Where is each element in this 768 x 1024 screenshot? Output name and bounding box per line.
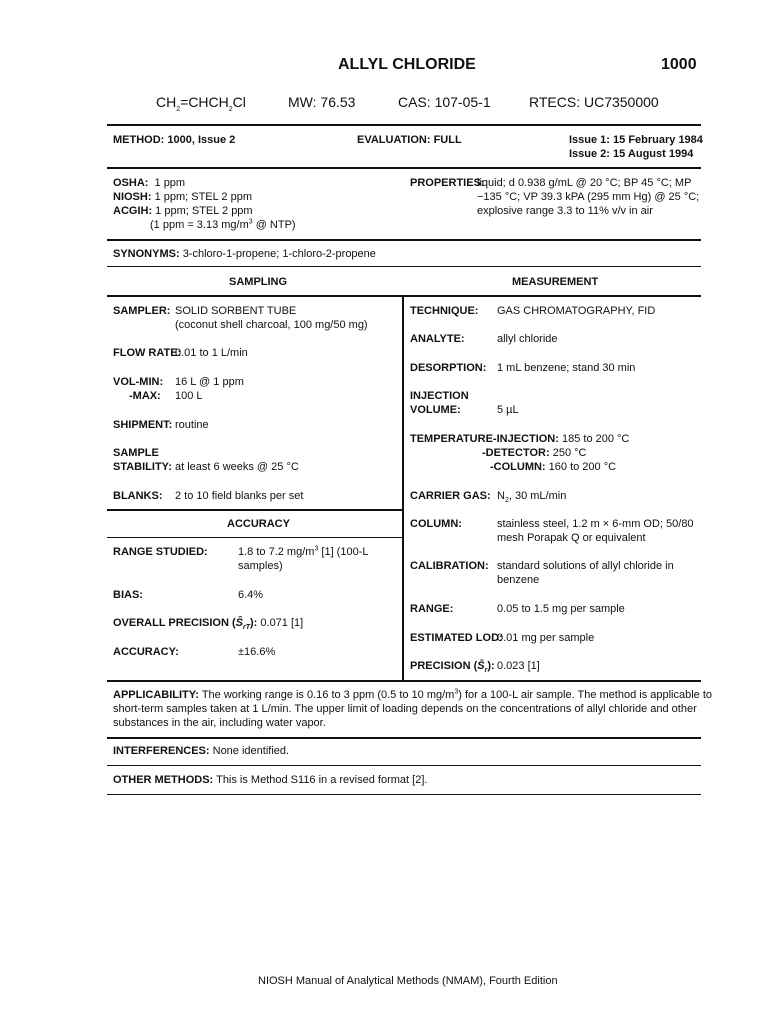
- other-methods: OTHER METHODS: This is Method S116 in a revised format [2].: [113, 774, 428, 786]
- vol-max-value: 100 L: [175, 390, 203, 402]
- page-title: ALLYL CHLORIDE: [338, 56, 476, 73]
- temperature-detector: -DETECTOR: 250 °C: [482, 447, 587, 459]
- desorption-label: DESORPTION:: [410, 362, 487, 374]
- molecular-weight: MW: 76.53: [288, 94, 356, 110]
- injection-volume-label: INJECTION: [410, 390, 469, 402]
- synonyms: SYNONYMS: 3-chloro-1-propene; 1-chloro-2-propene: [113, 248, 376, 260]
- range-studied-value: samples): [238, 560, 283, 572]
- estimated-lod-label: ESTIMATED LOD:: [410, 632, 503, 644]
- applicability-line: APPLICABILITY: The working range is 0.16 to 3 ppm (0.5 to 10 $mg/m^3$) for a 100-L air sample. The method is applicable to: [113, 688, 713, 701]
- divider: [107, 295, 701, 297]
- properties-line: −135 °C; VP 39.3 kPA (295 mm Hg) @ 25 °C;: [477, 191, 700, 203]
- range-studied-label: RANGE STUDIED:: [113, 546, 208, 558]
- bias-value: 6.4%: [238, 589, 264, 601]
- accuracy-heading: ACCURACY: [227, 518, 290, 530]
- issue-1-date: Issue 1: 15 February 1984: [569, 134, 703, 146]
- carrier-gas-value: $N_2$, 30 mL/min: [497, 490, 567, 505]
- precision-label: PRECISION $(S̄_r)$:: [410, 660, 495, 675]
- evaluation: EVALUATION: FULL: [357, 134, 462, 146]
- footer-text: NIOSH Manual of Analytical Methods (NMAM), Fourth Edition: [258, 975, 558, 987]
- applicability-line: short-term samples taken at 1 L/min. The upper limit of loading depends on the concentrations of allyl chloride and other: [113, 703, 697, 715]
- sample-stability-label: SAMPLE: [113, 447, 159, 459]
- properties-line: explosive range 3.3 to 11% v/v in air: [477, 205, 653, 217]
- divider: [107, 266, 701, 267]
- properties-line: liquid; d 0.938 g/mL @ 20 °C; BP 45 °C; MP: [477, 177, 692, 189]
- osha-limit: OSHA: 1 ppm: [113, 177, 186, 189]
- estimated-lod-value: 0.01 mg per sample: [497, 632, 595, 644]
- bias-label: BIAS:: [113, 589, 143, 601]
- overall-precision: OVERALL PRECISION $(Ŝ_{rT})$: 0.071 [1]: [113, 617, 304, 632]
- cas-number: CAS: 107-05-1: [398, 94, 491, 110]
- calibration-label: CALIBRATION:: [410, 560, 489, 572]
- analyte-label: ANALYTE:: [410, 333, 465, 345]
- chemical-formula: $CH_2=CHCH_2Cl$: [156, 94, 246, 113]
- precision-value: 0.023 [1]: [497, 660, 540, 672]
- interferences: INTERFERENCES: None identified.: [113, 745, 290, 757]
- flow-rate-value: 0.01 to 1 L/min: [175, 347, 248, 359]
- calibration-value: standard solutions of allyl chloride in: [497, 560, 674, 572]
- measurement-heading: MEASUREMENT: [512, 276, 599, 288]
- column-value: stainless steel, 1.2 m × 6-mm OD; 50/80: [497, 518, 694, 530]
- column-divider: [402, 296, 404, 680]
- divider: [107, 124, 701, 126]
- accuracy-value: ±16.6%: [238, 646, 276, 658]
- technique-label: TECHNIQUE:: [410, 305, 479, 317]
- vol-min-label: VOL-MIN:: [113, 376, 164, 388]
- divider: [107, 509, 403, 511]
- conversion-factor: (1 ppm = 3.13 $mg/m^3$ @ NTP): [150, 218, 296, 231]
- niosh-limit: NIOSH: 1 ppm; STEL 2 ppm: [113, 191, 252, 203]
- vol-max-label: -MAX:: [129, 390, 161, 402]
- analyte-value: allyl chloride: [497, 333, 558, 345]
- acgih-limit: ACGIH: 1 ppm; STEL 2 ppm: [113, 205, 253, 217]
- vol-min-value: 16 L @ 1 ppm: [175, 376, 244, 388]
- temperature-column: -COLUMN: 160 to 200 °C: [490, 461, 617, 473]
- sample-stability-value: at least 6 weeks @ 25 °C: [175, 461, 299, 473]
- range-label: RANGE:: [410, 603, 454, 615]
- blanks-value: 2 to 10 field blanks per set: [175, 490, 304, 502]
- column-label: COLUMN:: [410, 518, 462, 530]
- blanks-label: BLANKS:: [113, 490, 163, 502]
- temperature-injection: TEMPERATURE-INJECTION: 185 to 200 °C: [410, 433, 630, 445]
- injection-volume-label: VOLUME:: [410, 404, 461, 416]
- range-value: 0.05 to 1.5 mg per sample: [497, 603, 625, 615]
- injection-volume-value: 5 µL: [497, 404, 519, 416]
- calibration-value: benzene: [497, 574, 540, 586]
- divider: [107, 239, 701, 241]
- sampling-heading: SAMPLING: [229, 276, 288, 288]
- desorption-value: 1 mL benzene; stand 30 min: [497, 362, 636, 374]
- carrier-gas-label: CARRIER GAS:: [410, 490, 491, 502]
- method-id: METHOD: 1000, Issue 2: [113, 134, 236, 146]
- accuracy-label: ACCURACY:: [113, 646, 179, 658]
- divider: [107, 794, 701, 795]
- issue-2-date: Issue 2: 15 August 1994: [569, 148, 694, 160]
- flow-rate-label: FLOW RATE:: [113, 347, 182, 359]
- sampler-value: (coconut shell charcoal, 100 mg/50 mg): [175, 319, 368, 331]
- shipment-label: SHIPMENT:: [113, 419, 173, 431]
- rtecs-number: RTECS: UC7350000: [529, 94, 659, 110]
- divider: [107, 737, 701, 739]
- applicability-line: substances in the air, including water vapor.: [113, 717, 326, 729]
- method-number: 1000: [661, 56, 697, 73]
- properties-label: PROPERTIES:: [410, 177, 485, 189]
- sampler-label: SAMPLER:: [113, 305, 171, 317]
- divider: [107, 765, 701, 766]
- column-value: mesh Porapak Q or equivalent: [497, 532, 646, 544]
- range-studied-value: 1.8 to 7.2 $mg/m^3$ [1] (100-L: [238, 545, 369, 558]
- shipment-value: routine: [175, 419, 209, 431]
- sample-stability-label: STABILITY:: [113, 461, 172, 473]
- divider: [107, 537, 403, 538]
- divider: [107, 680, 701, 682]
- sampler-value: SOLID SORBENT TUBE: [175, 305, 297, 317]
- divider: [107, 167, 701, 169]
- technique-value: GAS CHROMATOGRAPHY, FID: [497, 305, 656, 317]
